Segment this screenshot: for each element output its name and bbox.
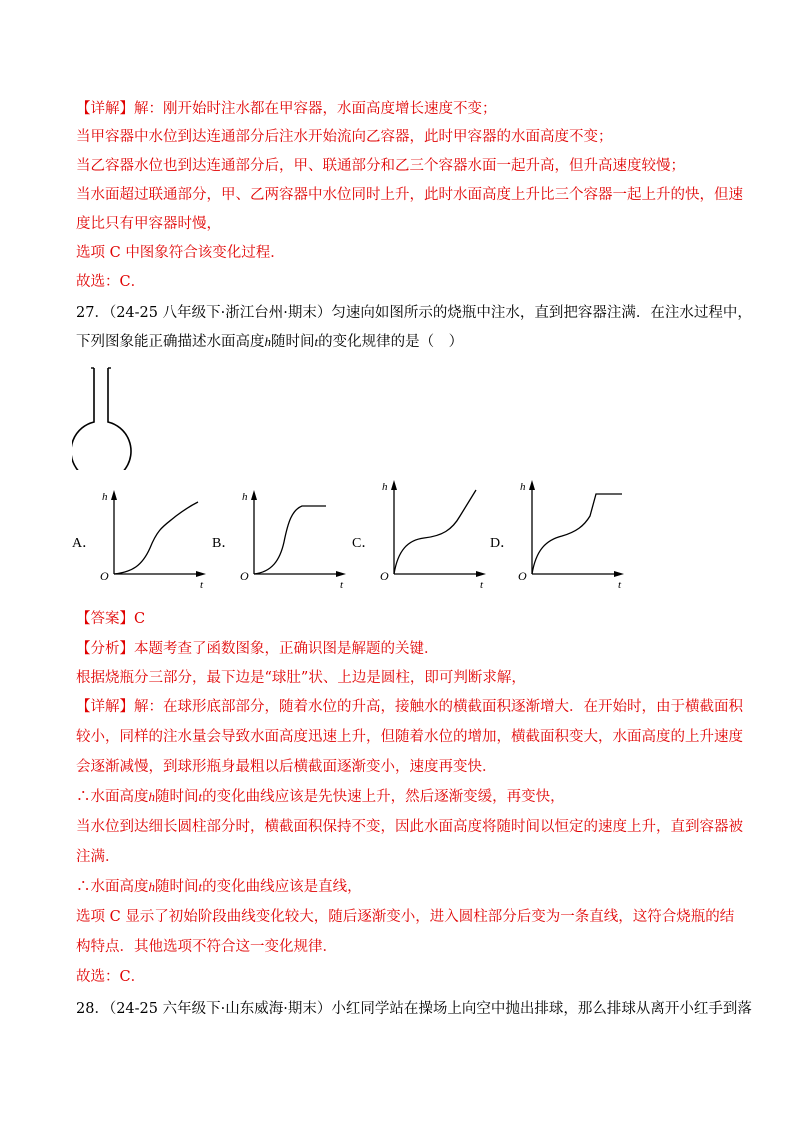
answer-detail-line-2: 较小，同样的注水量会导致水面高度迅速上升，但随着水位的增加，横截面积变大，水面高度的上升速度: [76, 729, 743, 745]
answer-value: C: [134, 611, 146, 627]
origin-label: O: [380, 569, 389, 583]
question-source: （24-25 八年级下·浙江台州·期末）: [108, 305, 332, 321]
detail-line-6: 选项 C 中图象符合该变化过程．: [76, 245, 285, 261]
question-27-line-2: 下列图象能正确描述水面高度h随时间t的变化规律的是（ ）: [76, 334, 464, 350]
answer-detail-line-7: ∴水面高度h随时间t的变化曲线应该是直线，: [76, 879, 362, 895]
detail-tag: 【详解】: [76, 699, 134, 715]
option-label: B．: [212, 536, 236, 551]
answer-detail-line-5: 当水位到达细长圆柱部分时，横截面积保持不变，因此水面高度将随时间以恒定的速度上升，直到容器被: [76, 819, 743, 835]
option-c-graph: [372, 470, 502, 590]
analysis-line-2: 根据烧瓶分三部分，最下边是“球肚”状、上边是圆柱，即可判断求解，: [76, 670, 526, 686]
option-a-graph: [92, 470, 222, 590]
option-d-graph: [510, 470, 640, 590]
origin-label: O: [518, 569, 527, 583]
x-axis-label: t: [480, 579, 484, 590]
detail-line-5: 度比只有甲容器时慢，: [76, 216, 221, 232]
x-axis-label: t: [200, 579, 204, 590]
answer-line: [76, 608, 736, 630]
detail-line-7: 故选：C．: [76, 274, 146, 290]
x-axis-label: t: [340, 579, 344, 590]
detail-tag: 【详解】: [76, 101, 134, 117]
y-axis-label: h: [520, 481, 526, 493]
question-number: 27．: [76, 305, 109, 321]
y-axis-label: h: [242, 491, 248, 503]
question-source: （24-25 六年级下·山东威海·期末）: [108, 1001, 332, 1017]
option-b[interactable]: [212, 470, 362, 590]
option-c[interactable]: [352, 470, 502, 590]
detail-line-4: 当水面超过联通部分，甲、乙两容器中水位同时上升，此时水面高度上升比三个容器一起上升的快，但速: [76, 187, 743, 203]
question-number: 28．: [76, 1001, 109, 1017]
flask-figure: [72, 360, 138, 470]
option-label: A．: [72, 536, 97, 551]
detail-line-2: 当甲容器中水位到达连通部分后注水开始流向乙容器，此时甲容器的水面高度不变；: [76, 129, 613, 145]
origin-label: O: [240, 569, 249, 583]
answer-detail-line-6: 注满．: [76, 849, 120, 865]
detail-line-1: 【详解】解：刚开始时注水都在甲容器，水面高度增长速度不变；: [76, 101, 497, 117]
option-a[interactable]: [72, 470, 222, 590]
x-axis-label: t: [618, 579, 622, 590]
answer-detail-line-3: 会逐渐减慢，到球形瓶身最粗以后横截面逐渐变小，速度再变快．: [76, 759, 497, 775]
analysis-tag: 【分析】: [76, 641, 134, 657]
answer-detail-line-1: 【详解】解：在球形底部部分，随着水位的升高，接触水的横截面积逐渐增大．在开始时，由于横截面积: [76, 699, 743, 715]
option-label: C．: [352, 536, 376, 551]
detail-line-3: 当乙容器水位也到达连通部分后，甲、联通部分和乙三个容器水面一起升高，但升高速度较慢；: [76, 158, 685, 174]
analysis-line-1: 【分析】本题考查了函数图象，正确识图是解题的关键．: [76, 641, 439, 657]
option-b-graph: [232, 470, 362, 590]
answer-detail-line-10: 故选：C．: [76, 969, 146, 985]
option-d[interactable]: [490, 470, 640, 590]
origin-label: O: [100, 569, 109, 583]
question-27-line-1: 27．（24-25 八年级下·浙江台州·期末）匀速向如图所示的烧瓶中注水，直到把容器注满．在注水过程中，: [76, 305, 752, 321]
answer-detail-line-9: 构特点．其他选项不符合这一变化规律．: [76, 939, 337, 955]
question-28-line-1: 28．（24-25 六年级下·山东威海·期末）小红同学站在操场上向空中抛出排球，那么排球从离开小红手到落: [76, 1001, 752, 1017]
answer-tag: 【答案】: [76, 611, 134, 627]
answer-detail-line-4: ∴水面高度h随时间t的变化曲线应该是先快速上升，然后逐渐变缓，再变快，: [76, 789, 565, 805]
answer-detail-line-8: 选项 C 显示了初始阶段曲线变化较大，随后逐渐变小，进入圆柱部分后变为一条直线，这符合烧瓶的结: [76, 909, 735, 925]
y-axis-label: h: [102, 491, 108, 503]
option-label: D．: [490, 536, 515, 551]
y-axis-label: h: [382, 481, 388, 493]
